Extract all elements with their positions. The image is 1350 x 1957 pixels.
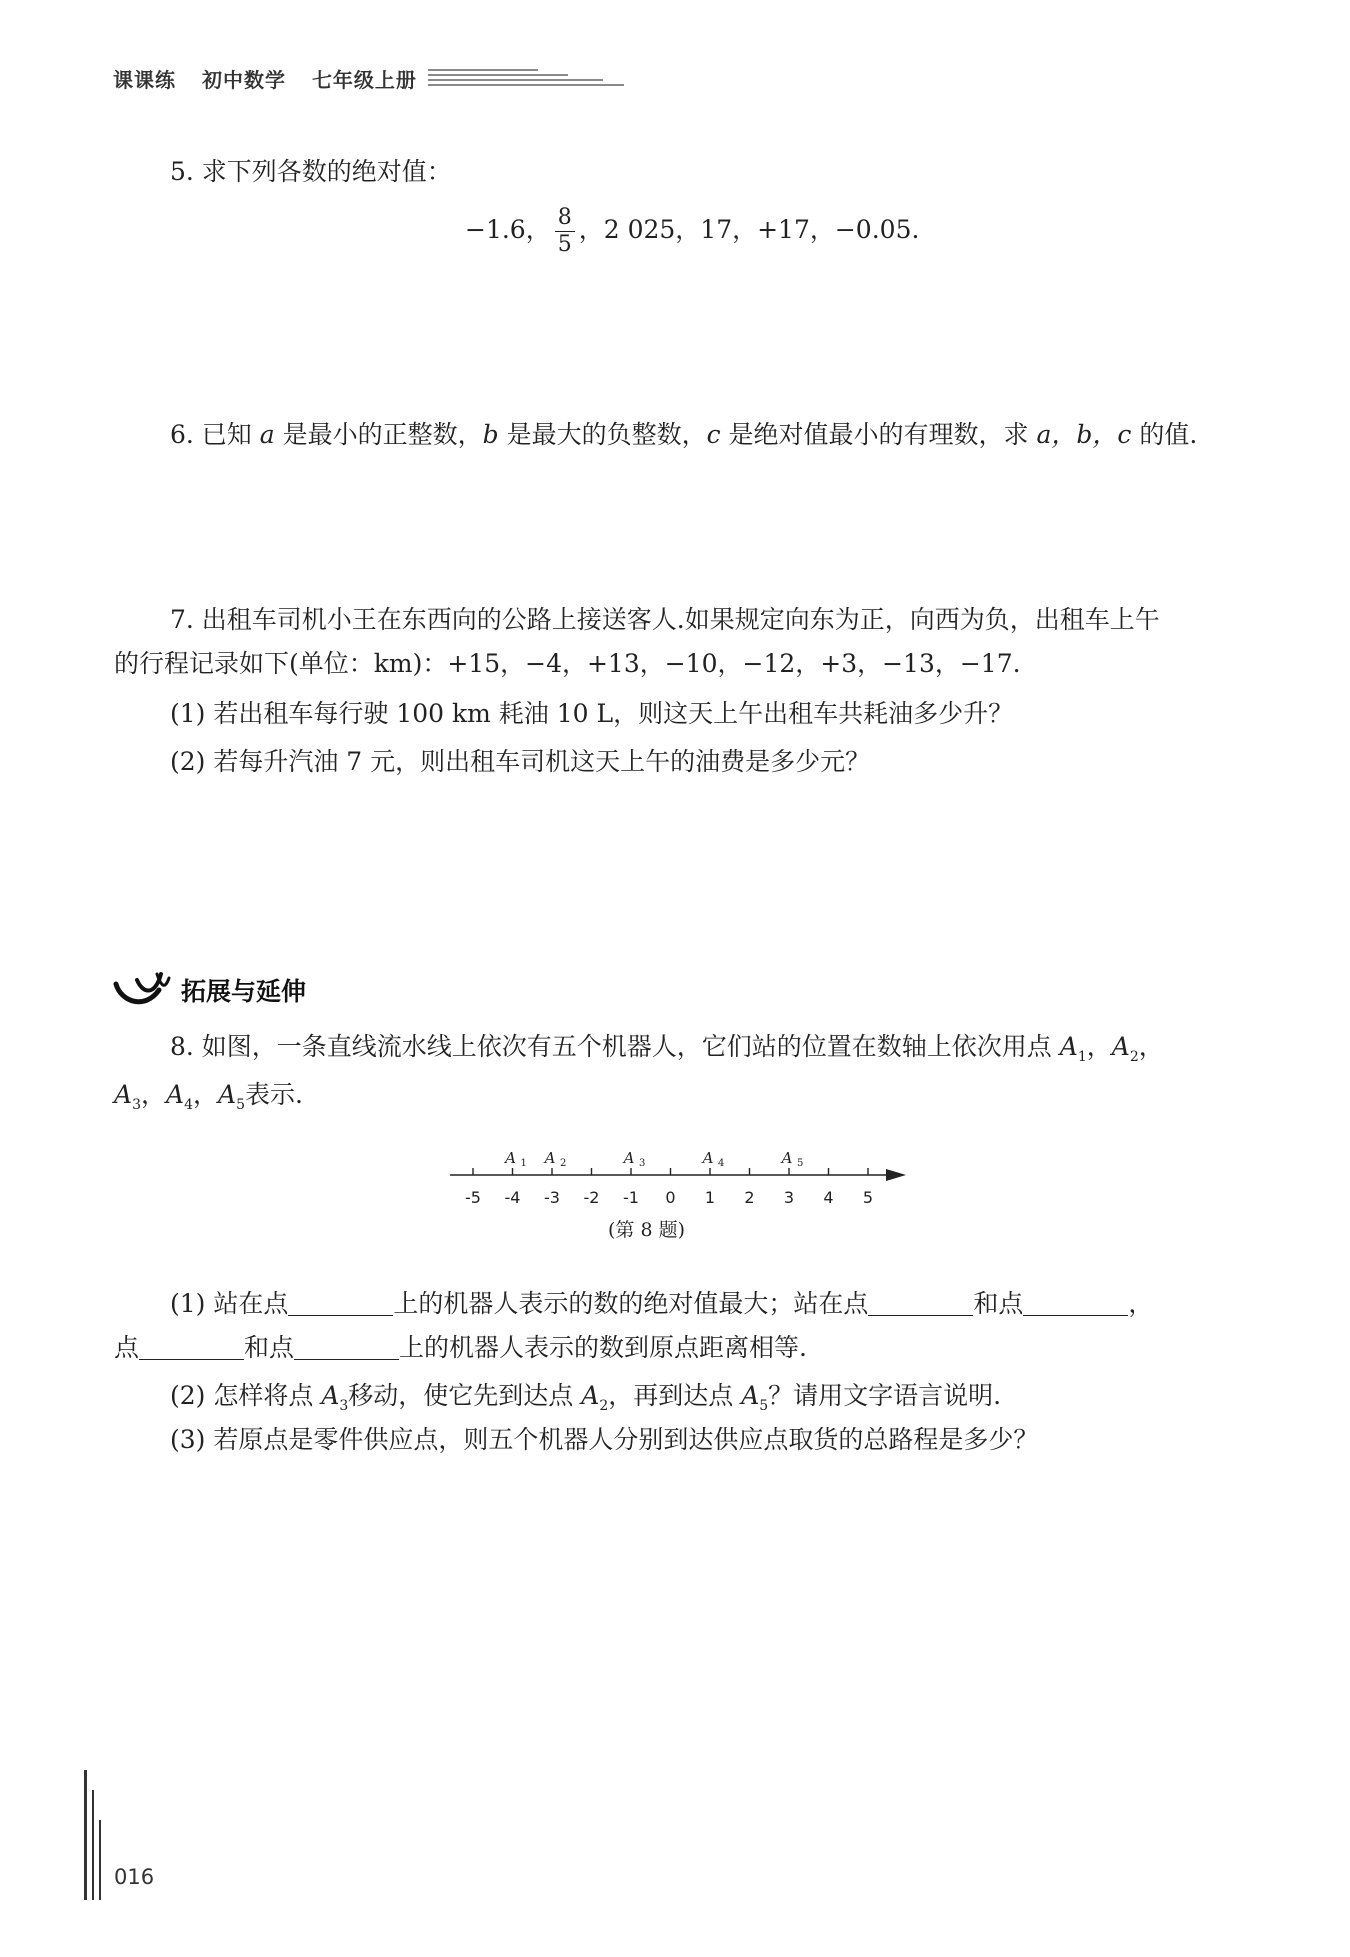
q8-line1 xyxy=(170,1025,1164,1079)
section-swirl-icon xyxy=(113,970,171,1010)
comma-4: ， xyxy=(192,1080,218,1109)
pt-a3-sub: 3 xyxy=(132,1097,141,1113)
q5-pre: −1.6， xyxy=(465,215,551,244)
point-label-sub: 4 xyxy=(718,1158,725,1169)
figure-caption: (第 8 题) xyxy=(608,1219,685,1241)
sub2-pt-a5: A xyxy=(741,1381,760,1410)
tick-label: -4 xyxy=(504,1188,521,1207)
q8-sub1-a: (1) 站在点 xyxy=(170,1289,289,1318)
answer-blank-1[interactable] xyxy=(288,1314,393,1316)
header-subject: 初中数学 xyxy=(201,68,286,92)
q5-stem: 5. 求下列各数的绝对值： xyxy=(170,157,452,186)
point-label: A xyxy=(702,1149,714,1167)
section-heading xyxy=(113,970,306,1010)
q5-post: ，2 025，17，+17，−0.05. xyxy=(578,215,920,244)
running-header xyxy=(113,64,435,93)
tick-label: 4 xyxy=(823,1188,834,1207)
var-a: a xyxy=(259,420,275,449)
tick-label: 2 xyxy=(744,1188,755,1207)
var-c: c xyxy=(706,420,721,449)
answer-blank-2[interactable] xyxy=(868,1314,973,1316)
pt-a4-sub: 4 xyxy=(184,1097,193,1113)
q7-line1: 7. 出租车司机小王在东西向的公路上接送客人.如果规定向东为正，向西为负，出租车上午 xyxy=(170,605,1160,634)
comma-3: ， xyxy=(140,1080,166,1109)
point-label-sub: 1 xyxy=(520,1158,527,1169)
q8-sub1-line1 xyxy=(170,1282,1153,1326)
point-label: A xyxy=(505,1149,516,1167)
page-number: 016 xyxy=(114,1865,155,1889)
comma-2: ， xyxy=(1138,1032,1164,1061)
q6-part5: 的值. xyxy=(1131,420,1198,449)
pt-a3: A xyxy=(114,1080,133,1109)
pt-a1-sub: 1 xyxy=(1077,1049,1087,1065)
pt-a2: A xyxy=(1111,1032,1130,1061)
var-abc: a，b，c xyxy=(1036,420,1132,449)
point-label: A xyxy=(623,1149,635,1167)
q5-fraction xyxy=(555,205,575,258)
sub2-pt-a5-sub: 5 xyxy=(759,1398,769,1414)
q5-frac-den: 5 xyxy=(557,232,572,257)
q6-part2: 是最小的正整数， xyxy=(274,420,483,449)
answer-blank-5[interactable] xyxy=(294,1358,399,1360)
sub2-pt-a3-sub: 3 xyxy=(339,1398,349,1414)
sub2-pt-a2-sub: 2 xyxy=(599,1398,609,1414)
pt-a1: A xyxy=(1059,1032,1078,1061)
pt-a2-sub: 2 xyxy=(1129,1049,1139,1065)
tick-label: 5 xyxy=(862,1188,874,1207)
pt-a4: A xyxy=(166,1080,185,1109)
tick-label: -2 xyxy=(583,1188,600,1207)
tick-label: 1 xyxy=(704,1188,716,1207)
q7-line2: 的行程记录如下(单位：km)：+15，−4，+13，−10，−12，+3，−13，−17. xyxy=(114,649,1021,678)
point-label: A xyxy=(781,1149,793,1167)
q6-part4: 是绝对值最小的有理数，求 xyxy=(720,420,1037,449)
q6-part1: 6. 已知 xyxy=(170,420,260,449)
q7-sub1: (1) 若出租车每行驶 100 km 耗油 10 L，则这天上午出租车共耗油多少升？ xyxy=(170,699,1014,728)
q8-line1-text: 8. 如图，一条直线流水线上依次有五个机器人，它们站的位置在数轴上依次用点 xyxy=(170,1032,1060,1061)
q8-sub2-b: 移动，使它先到达点 xyxy=(348,1381,582,1410)
var-b: b xyxy=(482,420,499,449)
point-label: A xyxy=(544,1149,556,1167)
point-label-sub: 2 xyxy=(560,1158,567,1169)
comma-1: ， xyxy=(1086,1032,1112,1061)
q8-sub1-line2 xyxy=(114,1326,807,1370)
q5-numbers xyxy=(465,205,919,258)
sub2-pt-a2: A xyxy=(581,1381,600,1410)
point-label-sub: 3 xyxy=(639,1158,646,1169)
tick-label: 0 xyxy=(665,1188,676,1207)
answer-blank-3[interactable] xyxy=(1023,1314,1128,1316)
q8-sub1-e: 和点 xyxy=(244,1333,295,1362)
header-series: 课课练 xyxy=(113,68,176,92)
q8-sub2-d: ？请用文字语言说明. xyxy=(768,1381,1002,1410)
pt-a5: A xyxy=(218,1080,237,1109)
q8-sub2-c: ，再到达点 xyxy=(608,1381,742,1410)
q8-sub3: (3) 若原点是零件供应点，则五个机器人分别到达供应点取货的总路程是多少？ xyxy=(170,1425,1039,1454)
sub2-pt-a3: A xyxy=(321,1381,340,1410)
q8-sub1-d: 点 xyxy=(114,1333,140,1362)
q6-text xyxy=(170,413,1197,457)
q8-sub2-a: (2) 怎样将点 xyxy=(170,1381,322,1410)
tick-label: 3 xyxy=(783,1188,795,1207)
q8-sub1-c: 和点 xyxy=(973,1289,1024,1318)
q7-sub2: (2) 若每升汽油 7 元，则出租车司机这天上午的油费是多少元？ xyxy=(170,747,871,776)
tick-label: -3 xyxy=(544,1188,560,1207)
section-title: 拓展与延伸 xyxy=(181,977,307,1006)
q8-sub1-comma: ， xyxy=(1128,1289,1154,1318)
number-line-figure xyxy=(440,1145,910,1265)
point-label-sub: 5 xyxy=(797,1158,804,1169)
q8-line2-text: 表示. xyxy=(244,1080,303,1109)
number-line-arrow xyxy=(886,1169,906,1181)
header-grade: 七年级上册 xyxy=(311,68,417,92)
q8-line2 xyxy=(114,1073,303,1127)
q6-part3: 是最大的负整数， xyxy=(498,420,707,449)
q8-sub1-b: 上的机器人表示的数的绝对值最大；站在点 xyxy=(393,1289,869,1318)
header-decor-lines xyxy=(428,64,624,88)
q5-frac-num: 8 xyxy=(555,205,575,232)
answer-blank-4[interactable] xyxy=(139,1358,244,1360)
tick-label: -1 xyxy=(623,1188,639,1207)
tick-label: -5 xyxy=(465,1188,481,1207)
page-margin-bars xyxy=(82,1770,106,1900)
pt-a5-sub: 5 xyxy=(236,1097,245,1113)
q8-sub1-f: 上的机器人表示的数到原点距离相等. xyxy=(399,1333,807,1362)
